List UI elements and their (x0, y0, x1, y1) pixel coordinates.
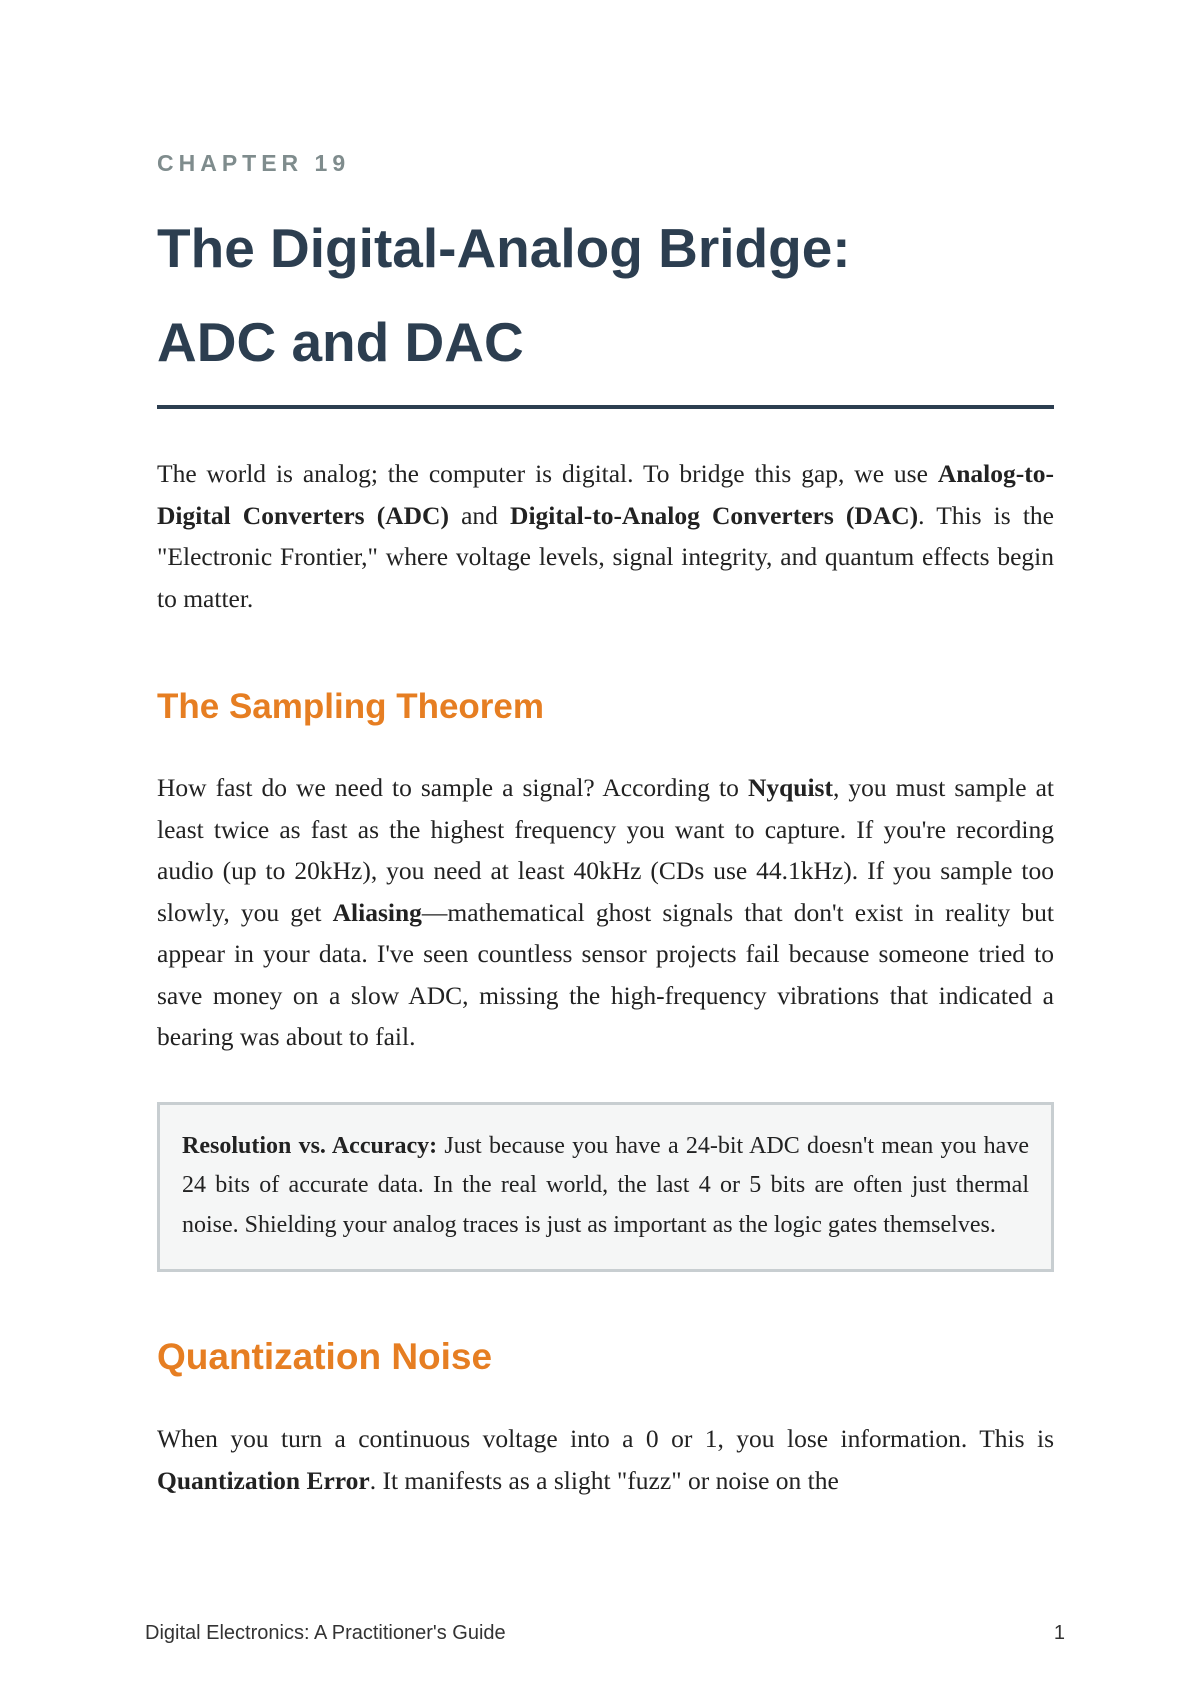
callout-text: Just because you have a 24-bit ADC doesn't mean you have 24 bits of accurate data. In the real world, the last 4 or 5 bits are often just thermal noise. Shielding your analog traces is just as important as the logic gates themselves. (182, 1132, 1029, 1238)
intro-paragraph (157, 453, 1054, 619)
chapter-title (157, 201, 1054, 389)
chapter-title-line1: The Digital-Analog Bridge: (157, 217, 851, 279)
callout-box (157, 1102, 1054, 1273)
section-heading-sampling: The Sampling Theorem (157, 687, 544, 726)
quantization-text-2: . It manifests as a slight "fuzz" or noise on the (369, 1465, 839, 1495)
sampling-bold-aliasing: Aliasing (332, 897, 422, 927)
quantization-text-1: When you turn a continuous voltage into a 0 or 1, you lose information. This is (157, 1424, 1054, 1453)
sampling-text-3: —mathematical ghost signals that don't exist in reality but appear in your data. I've seen countless sensor projects fail because someone tried to save money on a slow ADC, missing the high-frequency vibrations that indicated a bearing was about to fail. (157, 897, 1054, 1051)
intro-bold-dac: Digital-to-Analog Converters (DAC) (510, 500, 919, 530)
quantization-bold-error: Quantization Error (157, 1465, 370, 1495)
callout-bold-label: Resolution vs. Accuracy: (182, 1132, 438, 1159)
intro-text-2: and (448, 500, 511, 530)
intro-bold-adc: Analog-to-Digital Converters (ADC) (157, 459, 1054, 530)
callout-paragraph (182, 1127, 1029, 1246)
sampling-bold-nyquist: Nyquist (747, 773, 833, 802)
chapter-title-line2: ADC and DAC (157, 311, 524, 373)
page-content (157, 150, 1054, 1501)
title-divider (157, 405, 1054, 409)
quantization-paragraph (157, 1418, 1054, 1501)
sampling-paragraph (157, 767, 1054, 1058)
sampling-text-1: How fast do we need to sample a signal? According to (157, 773, 748, 802)
intro-text-3: . This is the "Electronic Frontier," where voltage levels, signal integrity, and quantum effects begin to matter. (157, 500, 1054, 613)
footer-book-title: Digital Electronics: A Practitioner's Guide (145, 1622, 506, 1644)
page-footer (145, 1622, 1065, 1645)
chapter-label: CHAPTER 19 (157, 150, 351, 176)
intro-text-1: The world is analog; the computer is digital. To bridge this gap, we use (157, 459, 938, 488)
section-heading-quantization: Quantization Noise (157, 1336, 493, 1377)
footer-page-number: 1 (1053, 1622, 1065, 1644)
sampling-text-2: , you must sample at least twice as fast as the highest frequency you want to capture. If you're recording audio (up to 20kHz), you need at least 40kHz (CDs use 44.1kHz). If you sample too slowly, you get (157, 773, 1054, 927)
